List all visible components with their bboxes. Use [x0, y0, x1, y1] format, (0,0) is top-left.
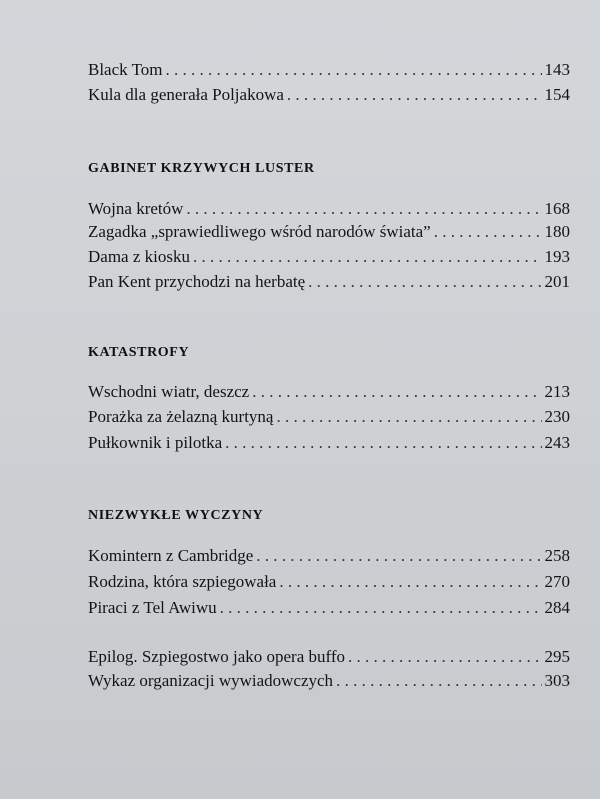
toc-entry: [88, 406, 570, 428]
toc-entry: [88, 271, 570, 293]
leader-dots: [186, 198, 541, 220]
leader-dots: [434, 221, 542, 243]
entry-page-number: 168: [544, 199, 570, 218]
leader-dots: [348, 646, 541, 668]
leader-dots: [276, 406, 541, 428]
toc-entry: [88, 198, 570, 220]
entry-page-number: 230: [544, 407, 570, 426]
entry-title: Rodzina, która szpiegowała: [88, 572, 277, 591]
leader-dots: [220, 597, 542, 619]
toc-entry: [88, 59, 570, 81]
section-heading: KATASTROFY: [88, 345, 190, 360]
toc-entry: [88, 246, 570, 268]
toc-entry: [88, 597, 570, 619]
leader-dots: [279, 571, 541, 593]
entry-page-number: 143: [544, 60, 570, 79]
toc-entry: [88, 670, 570, 692]
toc-entry: [88, 381, 570, 403]
entry-page-number: 154: [544, 85, 570, 104]
toc-entry: [88, 432, 570, 454]
leader-dots: [287, 84, 542, 106]
entry-title: Zagadka „sprawiedliwego wśród narodów świata”: [88, 222, 431, 241]
toc-entry: [88, 545, 570, 567]
entry-page-number: 284: [544, 598, 570, 617]
toc-entry: [88, 646, 570, 668]
entry-page-number: 243: [544, 433, 570, 452]
entry-title: Pan Kent przychodzi na herbatę: [88, 272, 306, 291]
entry-page-number: 270: [544, 572, 570, 591]
entry-title: Black Tom: [88, 60, 163, 79]
entry-page-number: 213: [544, 382, 570, 401]
entry-title: Wschodni wiatr, deszcz: [88, 382, 250, 401]
entry-title: Dama z kiosku: [88, 247, 190, 266]
leader-dots: [256, 545, 541, 567]
leader-dots: [166, 59, 542, 81]
leader-dots: [225, 432, 541, 454]
toc-entry: [88, 84, 570, 106]
entry-page-number: 201: [544, 272, 570, 291]
entry-page-number: 295: [544, 647, 570, 666]
entry-title: Pułkownik i pilotka: [88, 433, 223, 452]
entry-title: Komintern z Cambridge: [88, 546, 254, 565]
leader-dots: [336, 670, 541, 692]
entry-page-number: 303: [544, 671, 570, 690]
entry-title: Kula dla generała Poljakowa: [88, 85, 284, 104]
leader-dots: [193, 246, 542, 268]
toc-entry: [88, 571, 570, 593]
entry-title: Epilog. Szpiegostwo jako opera buffo: [88, 647, 346, 666]
leader-dots: [308, 271, 541, 293]
entry-title: Wykaz organizacji wywiadowczych: [88, 671, 334, 690]
entry-page-number: 258: [544, 546, 570, 565]
entry-title: Piraci z Tel Awiwu: [88, 598, 217, 617]
section-heading: NIEZWYKŁE WYCZYNY: [88, 508, 264, 523]
entry-title: Porażka za żelazną kurtyną: [88, 407, 274, 426]
toc-entry: [88, 221, 570, 243]
leader-dots: [252, 381, 541, 403]
entry-page-number: 193: [544, 247, 570, 266]
entry-title: Wojna kretów: [88, 199, 184, 218]
section-heading: GABINET KRZYWYCH LUSTER: [88, 161, 315, 176]
entry-page-number: 180: [544, 222, 570, 241]
